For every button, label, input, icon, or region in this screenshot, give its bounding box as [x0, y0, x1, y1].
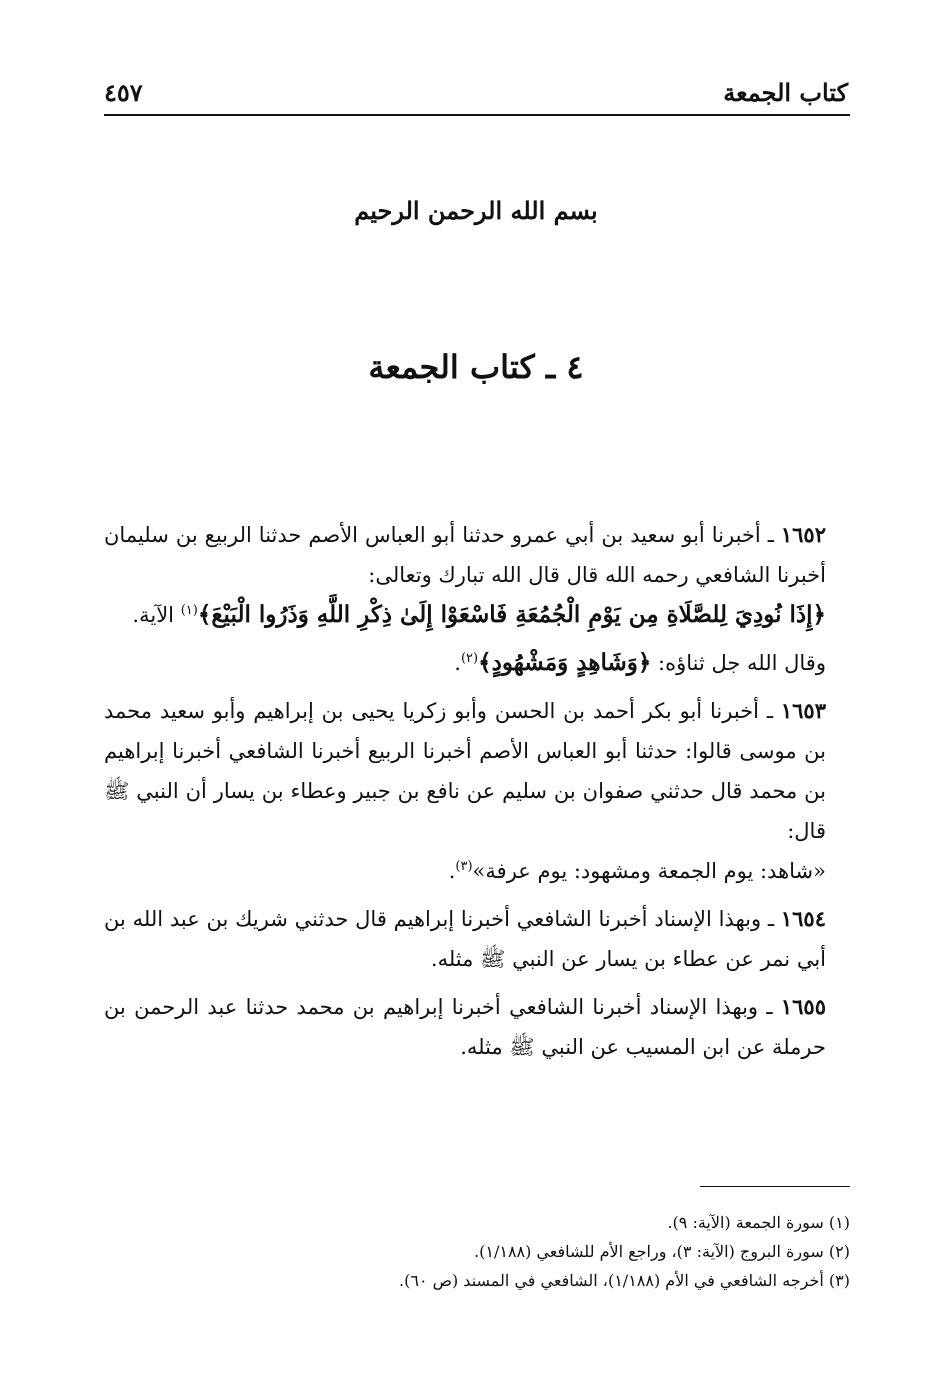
hadith-1654 [104, 899, 850, 979]
footnote-ref: (١) [180, 603, 198, 618]
footnote-1: (١) سورة الجمعة (الآية: ٩). [667, 1213, 850, 1232]
footnote-ref: (٢) [460, 651, 479, 666]
hadith-text: ـ أخبرنا أبو سعيد بن أبي عمرو حدثنا أبو العباس الأصم حدثنا الربيع بن سليمان أخبرنا الشافعي رحمه الله قال قال الله تبارك وتعالى: [104, 523, 826, 587]
page-number: ٤٥٧ [104, 77, 143, 107]
main-text [104, 515, 850, 1075]
hadith-number: ١٦٥٤ [780, 906, 826, 931]
hadith-1653 [104, 691, 850, 891]
quran-verse: ﴿وَشَاهِدٍ وَمَشْهُودٍ﴾ [478, 649, 652, 676]
footnotes [104, 1208, 850, 1295]
header-divider [104, 114, 850, 116]
hadith-text: ـ وبهذا الإسناد أخبرنا الشافعي أخبرنا إبراهيم قال حدثني شريك بن عبد الله بن أبي نمر عن عطاء بن يسار عن النبي ﷺ مثله. [104, 907, 826, 971]
hadith-number: ١٦٥٣ [780, 698, 826, 723]
hadith-text: ـ أخبرنا أبو بكر أحمد بن الحسن وأبو زكريا يحيى بن إبراهيم وأبو سعيد محمد بن موسى قالوا: حدثنا أبو العباس الأصم أخبرنا الربيع أخبرنا الشافعي أخبرنا إبراهيم بن محمد قال حدثني صفوان بن سليم عن نافع بن جبير وعطاء بن يسار أن النبي ﷺ قال: [104, 699, 826, 843]
quote-tail: . [448, 859, 456, 883]
footnote-3: (٣) أخرجه الشافعي في الأم (١/١٨٨)، الشافعي في المسند (ص ٦٠). [399, 1271, 850, 1290]
footnote-ref: (٣) [455, 859, 473, 874]
hadith-1652 [104, 515, 850, 635]
quran-citation [104, 643, 850, 683]
hadith-quote: «شاهد: يوم الجمعة ومشهود: يوم عرفة» [472, 859, 826, 883]
basmala: بسم الله الرحمن الرحيم [354, 196, 598, 225]
chapter-title: ٤ ـ كتاب الجمعة [368, 348, 584, 386]
running-header [104, 72, 848, 112]
header-title: كتاب الجمعة [723, 77, 848, 107]
citation-tail: . [454, 651, 461, 675]
hadith-number: ١٦٥٢ [780, 522, 826, 547]
citation-text: وقال الله جل ثناؤه: [658, 651, 826, 675]
footnote-divider [700, 1186, 850, 1187]
verse-tail: الآية. [132, 603, 175, 627]
hadith-1655 [104, 987, 850, 1067]
footnote-2: (٢) سورة البروج (الآية: ٣)، وراجع الأم للشافعي (١/١٨٨). [474, 1242, 850, 1261]
quran-verse: ﴿إِذَا نُودِيَ لِلصَّلَاةِ مِن يَوْمِ الْجُمُعَةِ فَاسْعَوْا إِلَىٰ ذِكْرِ اللَّهِ وَذَرُوا الْبَيْعَ﴾ [197, 601, 826, 628]
hadith-text: ـ وبهذا الإسناد أخبرنا الشافعي أخبرنا إبراهيم بن محمد حدثنا عبد الرحمن بن حرملة عن ابن المسيب عن النبي ﷺ مثله. [104, 995, 826, 1059]
hadith-number: ١٦٥٥ [780, 994, 826, 1019]
